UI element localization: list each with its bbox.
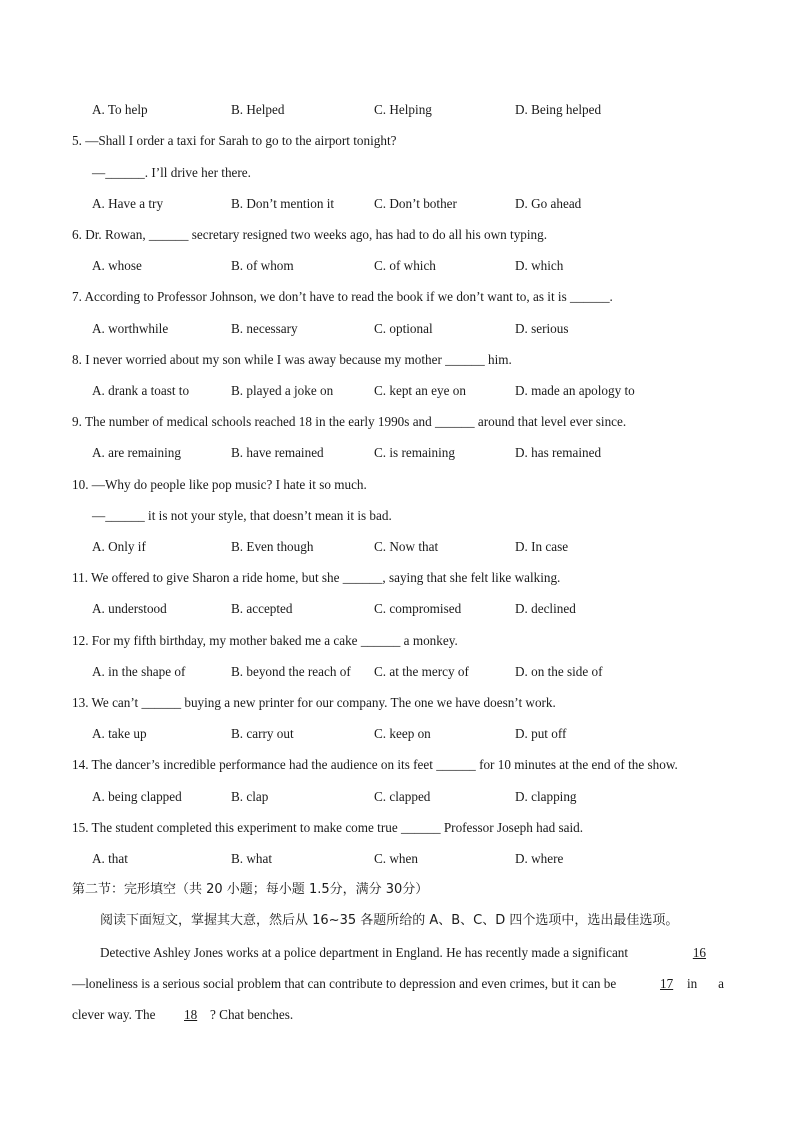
q5-option-a: A. Have a try [92,196,164,211]
q13-stem: 13. We can’t ______ buying a new printer for our company. The one we have doesn’t work. [72,695,556,710]
q9-option-b: B. have remained [231,445,324,460]
q9-option-c: C. is remaining [374,445,455,460]
q13-option-b: B. carry out [231,726,294,741]
q11-option-a: A. understood [92,601,167,616]
blank-17: 17 [660,976,674,991]
q5-stem: 5. —Shall I order a taxi for Sarah to go to the airport tonight? [72,133,397,148]
q7-option-d: D. serious [515,321,569,336]
q5-options [92,196,732,212]
q4-option-d: D. Being helped [515,102,602,117]
q13-option-c: C. keep on [374,726,431,741]
q15-stem: 15. The student completed this experiment to make come true ______ Professor Joseph had said. [72,820,584,835]
q10-options [92,539,732,555]
q11-option-c: C. compromised [374,601,462,616]
q12-options [92,664,732,680]
passage-text: clever way. The [72,1007,156,1022]
q6-option-b: B. of whom [231,258,294,273]
q8-option-c: C. kept an eye on [374,383,466,398]
q5-option-b: B. Don’t mention it [231,196,335,211]
q11-option-d: D. declined [515,601,576,616]
q15-options [92,851,732,867]
section-instruction: 阅读下面短文，掌握其大意，然后从 16~35 各题所给的 A、B、C、D 四个选项中，选出最佳选项。 [100,913,679,928]
q5-option-c: C. Don’t bother [374,196,457,211]
q6-options [92,258,732,274]
q4-option-a: A. To help [92,102,148,117]
q6-option-c: C. of which [374,258,436,273]
q15-option-d: D. where [515,851,564,866]
q10-option-d: D. In case [515,539,569,554]
q12-stem: 12. For my fifth birthday, my mother baked me a cake ______ a monkey. [72,633,458,648]
q8-option-d: D. made an apology to [515,383,635,398]
passage-text-tail: in [687,976,698,991]
q8-options [92,383,732,399]
passage-text-end: a [718,976,724,991]
q14-option-d: D. clapping [515,789,577,804]
q6-option-a: A. whose [92,258,142,273]
passage-text-tail: ? Chat benches. [210,1007,294,1022]
q4-options [92,102,732,118]
q4-option-b: B. Helped [231,102,285,117]
q14-option-b: B. clap [231,789,269,804]
q8-option-b: B. played a joke on [231,383,334,398]
q4-option-c: C. Helping [374,102,432,117]
q9-option-a: A. are remaining [92,445,181,460]
q11-option-b: B. accepted [231,601,293,616]
q11-stem: 11. We offered to give Sharon a ride home, but she ______, saying that she felt like walking. [72,570,561,585]
q14-option-c: C. clapped [374,789,431,804]
q10-stem-reply: —______ it is not your style, that doesn’t mean it is bad. [92,508,392,523]
q8-option-a: A. drank a toast to [92,383,190,398]
q15-option-c: C. when [374,851,418,866]
section-heading: 第二节：完形填空（共 20 小题；每小题 1.5分，满分 30分） [72,882,429,897]
passage-line-3 [72,1007,724,1023]
q9-option-d: D. has remained [515,445,602,460]
q5-stem-reply: —______. I’ll drive her there. [92,165,251,180]
q14-stem: 14. The dancer’s incredible performance had the audience on its feet ______ for 10 minutes at the end of the show. [72,757,678,772]
q12-option-c: C. at the mercy of [374,664,469,679]
passage-text: Detective Ashley Jones works at a police department in England. He has recently made a significant [100,945,629,960]
q8-stem: 8. I never worried about my son while I was away because my mother ______ him. [72,352,512,367]
q7-option-b: B. necessary [231,321,298,336]
q12-option-d: D. on the side of [515,664,603,679]
q10-option-c: C. Now that [374,539,439,554]
q6-option-d: D. which [515,258,564,273]
q7-option-a: A. worthwhile [92,321,169,336]
q10-stem: 10. —Why do people like pop music? I hate it so much. [72,477,367,492]
q12-option-b: B. beyond the reach of [231,664,351,679]
q9-options [92,445,732,461]
q15-option-b: B. what [231,851,273,866]
q11-options [92,601,732,617]
q10-option-a: A. Only if [92,539,146,554]
q5-option-d: D. Go ahead [515,196,582,211]
q7-stem: 7. According to Professor Johnson, we don’t have to read the book if we don’t want to, as it is ______. [72,289,613,304]
q7-options [92,321,732,337]
q6-stem: 6. Dr. Rowan, ______ secretary resigned two weeks ago, has had to do all his own typing. [72,227,548,242]
passage-text: —loneliness is a serious social problem that can contribute to depression and even crimes, but it can be [72,976,617,991]
q12-option-a: A. in the shape of [92,664,186,679]
q7-option-c: C. optional [374,321,433,336]
q15-option-a: A. that [92,851,128,866]
passage-line-2 [72,976,724,992]
blank-16: 16 [692,945,706,960]
q13-option-d: D. put off [515,726,567,741]
passage-line-1 [100,945,724,961]
q13-options [92,726,732,742]
blank-18: 18 [184,1007,198,1022]
q9-stem: 9. The number of medical schools reached 18 in the early 1990s and ______ around that level ever since. [72,414,627,429]
q14-options [92,789,732,805]
q13-option-a: A. take up [92,726,147,741]
q10-option-b: B. Even though [231,539,314,554]
q14-option-a: A. being clapped [92,789,182,804]
